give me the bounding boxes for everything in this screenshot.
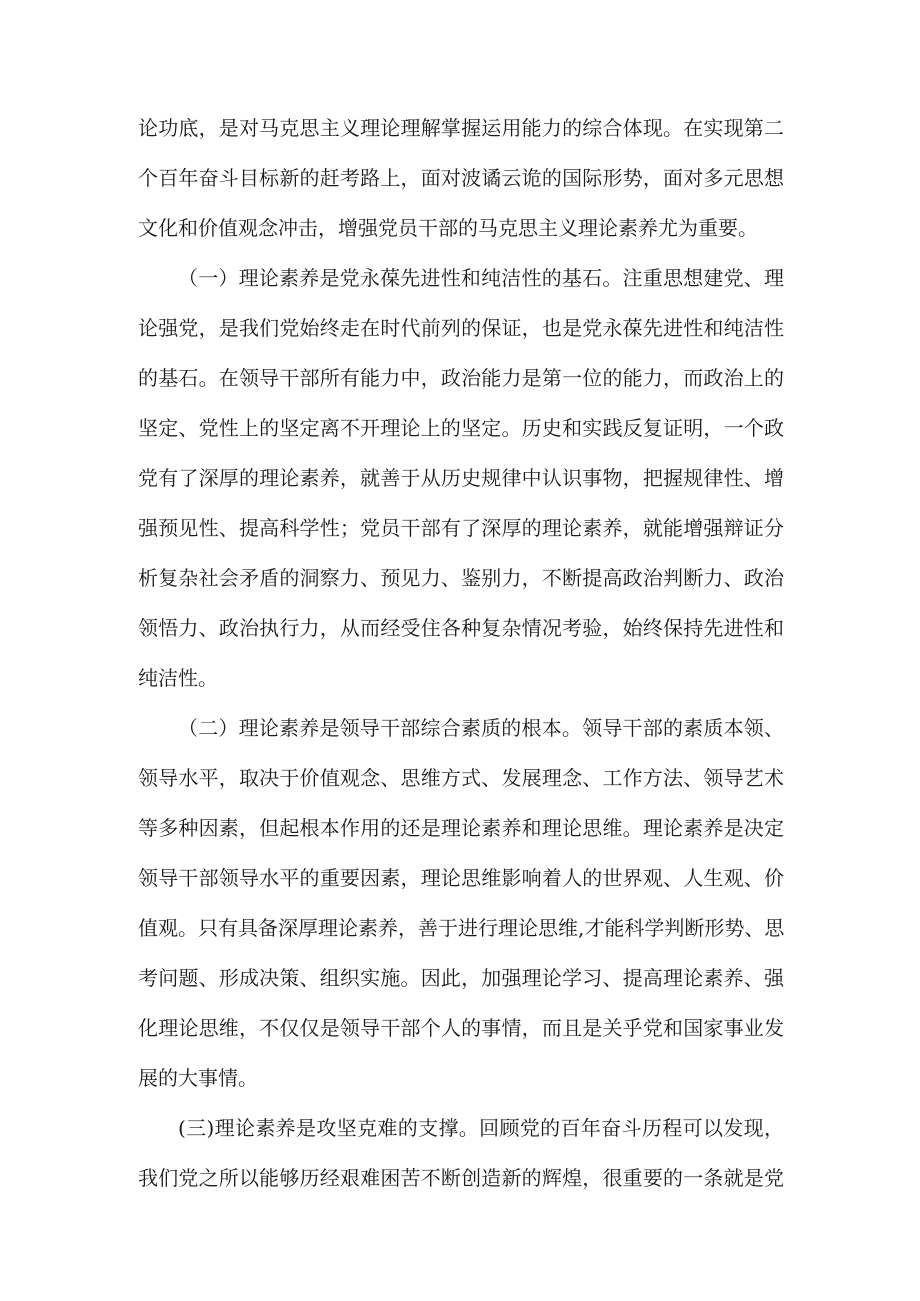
- section-heading-line: (三)理论素养是攻坚克难的支撑。回顾党的百年奋斗历程可以发现，: [178, 1116, 784, 1140]
- text-line: 等多种因素，但起根本作用的还是理论素养和理论思维。理论素养是决定: [138, 816, 784, 840]
- text-line: 纯洁性。: [138, 666, 218, 690]
- section-heading-line: （一）理论素养是党永葆先进性和纯洁性的基石。注重思想建党、理: [178, 266, 784, 290]
- text-line: 领悟力、政治执行力，从而经受住各种复杂情况考验，始终保持先进性和: [138, 616, 784, 640]
- text-line: 我们党之所以能够历经艰难困苦不断创造新的辉煌，很重要的一条就是党: [138, 1166, 784, 1190]
- text-line: 展的大事情。: [138, 1066, 258, 1090]
- text-line: 党有了深厚的理论素养，就善于从历史规律中认识事物，把握规律性、增: [138, 466, 784, 490]
- text-line: 领导干部领导水平的重要因素，理论思维影响着人的世界观、人生观、价: [138, 866, 784, 890]
- text-line: 值观。只有具备深厚理论素养，善于进行理论思维,才能科学判断形势、思: [138, 916, 785, 940]
- text-line: 领导水平，取决于价值观念、思维方式、发展理念、工作方法、领导艺术: [138, 766, 784, 790]
- text-line: 坚定、党性上的坚定离不开理论上的坚定。历史和实践反复证明，一个政: [138, 416, 784, 440]
- section-heading-line: （二）理论素养是领导干部综合素质的根本。领导干部的素质本领、: [178, 716, 784, 740]
- text-line: 论强党，是我们党始终走在时代前列的保证，也是党永葆先进性和纯洁性: [138, 316, 784, 340]
- text-line: 考问题、形成决策、组织实施。因此，加强理论学习、提高理论素养、强: [138, 966, 784, 990]
- text-line: 文化和价值观念冲击，增强党员干部的马克思主义理论素养尤为重要。: [138, 216, 758, 240]
- text-line: 论功底，是对马克思主义理论理解掌握运用能力的综合体现。在实现第二: [138, 116, 784, 140]
- text-line: 析复杂社会矛盾的洞察力、预见力、鉴别力，不断提高政治判断力、政治: [138, 566, 784, 590]
- text-line: 强预见性、提高科学性；党员干部有了深厚的理论素养，就能增强辩证分: [138, 516, 784, 540]
- text-line: 的基石。在领导干部所有能力中，政治能力是第一位的能力，而政治上的: [138, 366, 784, 390]
- text-line: 个百年奋斗目标新的赶考路上，面对波谲云诡的国际形势，面对多元思想: [138, 166, 784, 190]
- text-line: 化理论思维，不仅仅是领导干部个人的事情，而且是关乎党和国家事业发: [138, 1016, 784, 1040]
